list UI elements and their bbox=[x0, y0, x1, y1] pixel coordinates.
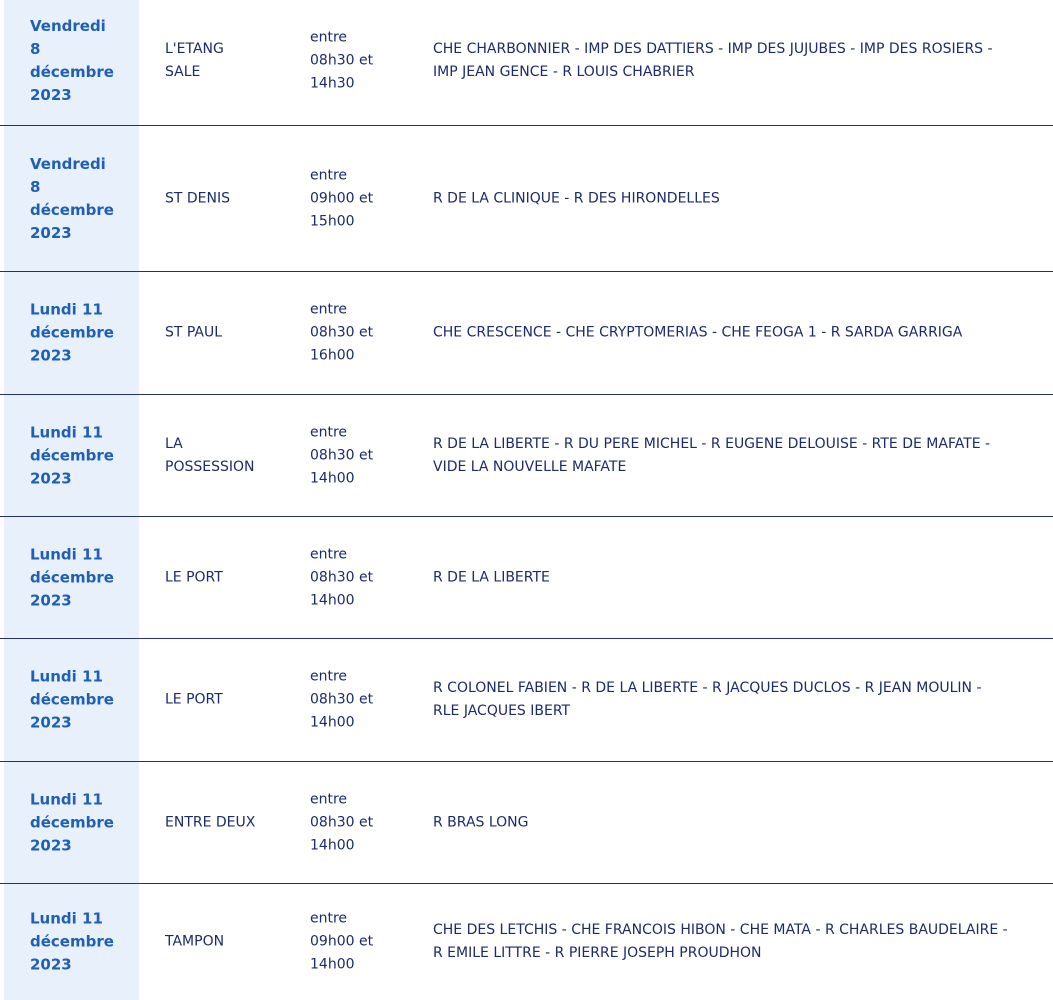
table-row bbox=[0, 0, 1053, 126]
commune-name: ST PAUL bbox=[165, 324, 223, 341]
date-text: Lundi 11 décembre 2023 bbox=[30, 545, 114, 609]
street-list: R COLONEL FABIEN - R DE LA LIBERTE - R JACQUES DUCLOS - R JEAN MOULIN - RLE JACQUES IBERT bbox=[433, 680, 982, 719]
time-window: entre 08h30 et 14h00 bbox=[310, 668, 374, 731]
time-window: entre 08h30 et 14h00 bbox=[310, 546, 374, 608]
table-row bbox=[0, 762, 1053, 884]
date-cell bbox=[4, 517, 139, 638]
date-cell bbox=[4, 762, 139, 883]
time-window: entre 08h30 et 14h00 bbox=[310, 791, 374, 853]
date-text: Lundi 11 décembre 2023 bbox=[30, 909, 114, 974]
date-text: Lundi 11 décembre 2023 bbox=[30, 300, 114, 365]
table-row bbox=[0, 395, 1053, 517]
date-cell bbox=[4, 126, 139, 271]
commune-name: LA POSSESSION bbox=[165, 435, 255, 475]
commune-name: ENTRE DEUX bbox=[165, 814, 256, 830]
commune-name: LE PORT bbox=[165, 569, 223, 585]
table-row bbox=[0, 272, 1053, 395]
table-row bbox=[0, 126, 1053, 272]
time-window: entre 08h30 et 14h00 bbox=[310, 424, 374, 486]
street-list: R DE LA LIBERTE bbox=[433, 569, 550, 585]
time-window: entre 09h00 et 14h00 bbox=[310, 910, 374, 973]
street-list: R DE LA LIBERTE - R DU PERE MICHEL - R EUGENE DELOUISE - RTE DE MAFATE - VIDE LA NOUVELLE MAFATE bbox=[433, 435, 991, 475]
commune-name: TAMPON bbox=[165, 933, 225, 950]
table-row bbox=[0, 639, 1053, 762]
time-window: entre 08h30 et 14h30 bbox=[310, 29, 374, 92]
date-cell bbox=[4, 0, 139, 125]
date-cell bbox=[4, 395, 139, 516]
date-text: Lundi 11 décembre 2023 bbox=[30, 790, 114, 854]
commune-name: L'ETANG SALE bbox=[165, 41, 224, 80]
table-row bbox=[0, 884, 1053, 1000]
date-text: Lundi 11 décembre 2023 bbox=[30, 667, 114, 732]
commune-name: ST DENIS bbox=[165, 190, 231, 206]
street-list: CHE CRESCENCE - CHE CRYPTOMERIAS - CHE FEOGA 1 - R SARDA GARRIGA bbox=[433, 324, 963, 341]
street-list: CHE DES LETCHIS - CHE FRANCOIS HIBON - CHE MATA - R CHARLES BAUDELAIRE - R EMILE LITTRE - R PIERRE JOSEPH PROUDHON bbox=[433, 922, 1008, 961]
date-text: Lundi 11 décembre 2023 bbox=[30, 423, 114, 487]
street-list: CHE CHARBONNIER - IMP DES DATTIERS - IMP DES JUJUBES - IMP DES ROSIERS - IMP JEAN GENCE - R LOUIS CHABRIER bbox=[433, 41, 993, 80]
date-text: Vendredi 8 décembre 2023 bbox=[30, 154, 114, 242]
table-row bbox=[0, 517, 1053, 639]
date-cell bbox=[4, 639, 139, 761]
street-list: R BRAS LONG bbox=[433, 814, 529, 830]
commune-name: LE PORT bbox=[165, 691, 223, 708]
date-cell bbox=[4, 884, 139, 1000]
date-text: Vendredi 8 décembre 2023 bbox=[30, 17, 114, 104]
time-window: entre 08h30 et 16h00 bbox=[310, 301, 374, 364]
date-cell bbox=[4, 272, 139, 394]
street-list: R DE LA CLINIQUE - R DES HIRONDELLES bbox=[433, 190, 720, 206]
time-window: entre 09h00 et 15h00 bbox=[310, 167, 374, 229]
